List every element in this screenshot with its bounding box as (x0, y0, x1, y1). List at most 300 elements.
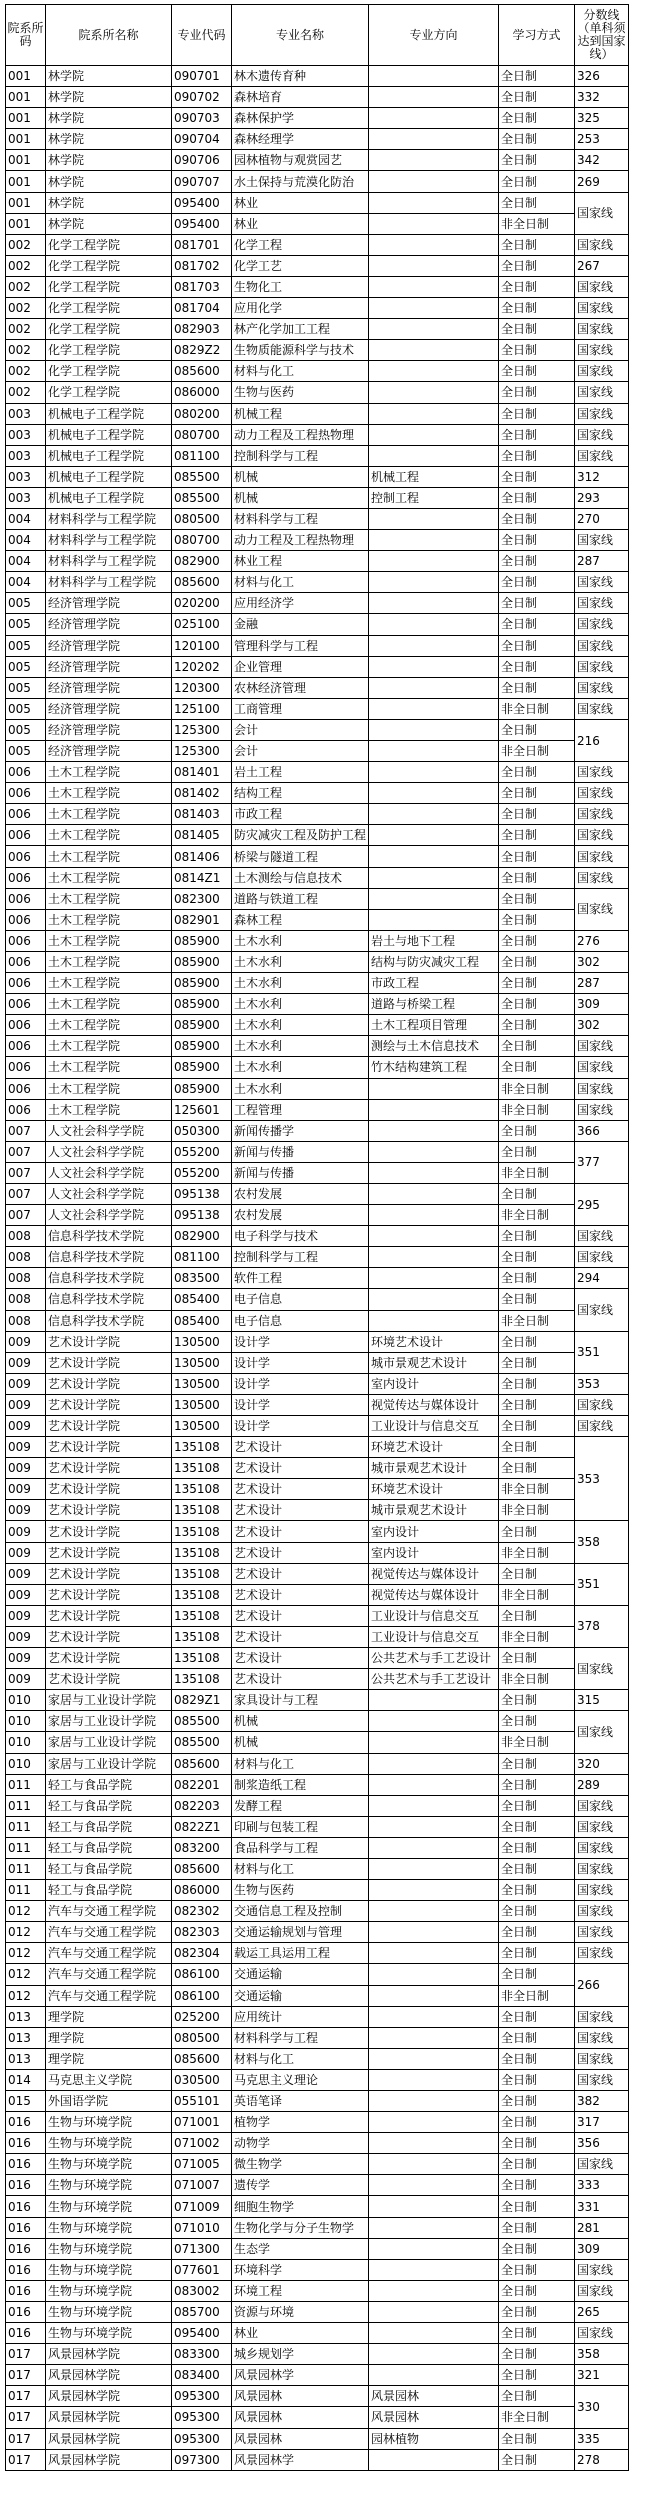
dept-name-cell: 经济管理学院 (46, 656, 172, 677)
major-name-cell: 动力工程及工程热物理 (232, 530, 369, 551)
dept-name-cell: 化学工程学院 (46, 382, 172, 403)
study-mode-cell: 全日制 (499, 508, 575, 529)
dept-code-cell: 003 (6, 403, 46, 424)
dept-code-cell: 008 (6, 1247, 46, 1268)
dept-code-cell: 002 (6, 298, 46, 319)
dept-name-cell: 家居与工业设计学院 (46, 1711, 172, 1732)
major-name-cell: 农村发展 (232, 1183, 369, 1204)
direction-cell (369, 1711, 499, 1732)
major-code-cell: 083200 (172, 1837, 232, 1858)
major-code-cell: 085600 (172, 1753, 232, 1774)
major-code-cell: 130500 (172, 1352, 232, 1373)
study-mode-cell: 全日制 (499, 2365, 575, 2386)
major-code-cell: 081403 (172, 804, 232, 825)
dept-name-cell: 汽车与交通工程学院 (46, 1943, 172, 1964)
major-name-cell: 林业 (232, 213, 369, 234)
major-name-cell: 岩土工程 (232, 762, 369, 783)
study-mode-cell: 全日制 (499, 66, 575, 87)
score-line-cell: 国家线 (575, 2280, 629, 2301)
dept-name-cell: 风景园林学院 (46, 2344, 172, 2365)
major-code-cell: 120100 (172, 635, 232, 656)
major-code-cell: 085900 (172, 951, 232, 972)
major-code-cell: 085900 (172, 1078, 232, 1099)
major-name-cell: 艺术设计 (232, 1626, 369, 1647)
dept-name-cell: 经济管理学院 (46, 677, 172, 698)
dept-name-cell: 生物与环境学院 (46, 2238, 172, 2259)
dept-name-cell: 汽车与交通工程学院 (46, 1985, 172, 2006)
table-row (6, 1542, 629, 1563)
dept-code-cell: 005 (6, 698, 46, 719)
major-name-cell: 设计学 (232, 1373, 369, 1394)
major-name-cell: 化学工艺 (232, 255, 369, 276)
direction-cell: 城市景观艺术设计 (369, 1352, 499, 1373)
table-row (6, 888, 629, 909)
major-code-cell: 135108 (172, 1521, 232, 1542)
study-mode-cell: 全日制 (499, 382, 575, 403)
table-row (6, 487, 629, 508)
direction-cell: 视觉传达与媒体设计 (369, 1394, 499, 1415)
dept-code-cell: 006 (6, 1078, 46, 1099)
study-mode-cell: 全日制 (499, 551, 575, 572)
direction-cell (369, 2112, 499, 2133)
study-mode-cell: 全日制 (499, 150, 575, 171)
dept-code-cell: 003 (6, 445, 46, 466)
major-name-cell: 艺术设计 (232, 1437, 369, 1458)
dept-code-cell: 017 (6, 2407, 46, 2428)
score-line-cell: 国家线 (575, 382, 629, 403)
table-row (6, 593, 629, 614)
direction-cell (369, 1162, 499, 1183)
direction-cell (369, 1141, 499, 1162)
major-name-cell: 风景园林学 (232, 2365, 369, 2386)
direction-cell (369, 298, 499, 319)
direction-cell (369, 150, 499, 171)
dept-code-cell: 001 (6, 108, 46, 129)
study-mode-cell: 全日制 (499, 2259, 575, 2280)
score-line-cell: 国家线 (575, 825, 629, 846)
direction-cell (369, 171, 499, 192)
study-mode-cell: 非全日制 (499, 2407, 575, 2428)
table-row (6, 2428, 629, 2449)
direction-cell: 控制工程 (369, 487, 499, 508)
table-row (6, 150, 629, 171)
direction-cell (369, 1985, 499, 2006)
study-mode-cell: 全日制 (499, 1015, 575, 1036)
score-line-cell: 国家线 (575, 2154, 629, 2175)
major-name-cell: 新闻传播学 (232, 1120, 369, 1141)
score-table (5, 4, 629, 2471)
dept-code-cell: 013 (6, 2048, 46, 2069)
major-name-cell: 水土保持与荒漠化防治 (232, 171, 369, 192)
dept-code-cell: 009 (6, 1563, 46, 1584)
dept-code-cell: 006 (6, 804, 46, 825)
score-line-cell: 国家线 (575, 1901, 629, 1922)
score-line-cell: 289 (575, 1774, 629, 1795)
dept-name-cell: 信息科学技术学院 (46, 1268, 172, 1289)
score-line-cell: 358 (575, 2344, 629, 2365)
direction-cell: 公共艺术与手工艺设计 (369, 1669, 499, 1690)
major-name-cell: 会计 (232, 719, 369, 740)
dept-name-cell: 材料科学与工程学院 (46, 508, 172, 529)
dept-code-cell: 003 (6, 487, 46, 508)
major-code-cell: 085900 (172, 1036, 232, 1057)
dept-name-cell: 家居与工业设计学院 (46, 1690, 172, 1711)
major-name-cell: 应用统计 (232, 2006, 369, 2027)
dept-code-cell: 011 (6, 1858, 46, 1879)
major-name-cell: 土木水利 (232, 930, 369, 951)
study-mode-cell: 全日制 (499, 2091, 575, 2112)
study-mode-cell: 全日制 (499, 1943, 575, 1964)
dept-name-cell: 经济管理学院 (46, 698, 172, 719)
table-row (6, 2027, 629, 2048)
direction-cell: 工业设计与信息交互 (369, 1416, 499, 1437)
dept-name-cell: 化学工程学院 (46, 255, 172, 276)
dept-name-cell: 土木工程学院 (46, 825, 172, 846)
table-row (6, 1500, 629, 1521)
direction-cell (369, 825, 499, 846)
dept-name-cell: 化学工程学院 (46, 361, 172, 382)
direction-cell (369, 783, 499, 804)
major-code-cell: 086100 (172, 1964, 232, 1985)
study-mode-cell: 全日制 (499, 2280, 575, 2301)
score-line-cell: 国家线 (575, 593, 629, 614)
major-name-cell: 机械 (232, 1711, 369, 1732)
direction-cell (369, 213, 499, 234)
major-name-cell: 控制科学与工程 (232, 1247, 369, 1268)
major-code-cell: 082900 (172, 551, 232, 572)
study-mode-cell: 全日制 (499, 1711, 575, 1732)
dept-code-cell: 011 (6, 1795, 46, 1816)
direction-cell (369, 593, 499, 614)
dept-code-cell: 009 (6, 1416, 46, 1437)
study-mode-cell: 全日制 (499, 930, 575, 951)
dept-name-cell: 机械电子工程学院 (46, 424, 172, 445)
table-row (6, 2344, 629, 2365)
dept-name-cell: 艺术设计学院 (46, 1437, 172, 1458)
dept-name-cell: 土木工程学院 (46, 1078, 172, 1099)
dept-code-cell: 016 (6, 2238, 46, 2259)
major-name-cell: 马克思主义理论 (232, 2069, 369, 2090)
score-line-cell: 国家线 (575, 1078, 629, 1099)
score-line-cell: 国家线 (575, 530, 629, 551)
major-code-cell: 086000 (172, 1880, 232, 1901)
major-code-cell: 080700 (172, 530, 232, 551)
direction-cell (369, 2259, 499, 2280)
table-row (6, 1669, 629, 1690)
study-mode-cell: 全日制 (499, 487, 575, 508)
major-code-cell: 085500 (172, 1711, 232, 1732)
major-code-cell: 081702 (172, 255, 232, 276)
study-mode-cell: 全日制 (499, 2386, 575, 2407)
table-row (6, 1331, 629, 1352)
table-row (6, 762, 629, 783)
major-name-cell: 桥梁与隧道工程 (232, 846, 369, 867)
major-name-cell: 艺术设计 (232, 1542, 369, 1563)
study-mode-cell: 全日制 (499, 2238, 575, 2259)
table-row (6, 1458, 629, 1479)
dept-name-cell: 生物与环境学院 (46, 2154, 172, 2175)
table-row (6, 466, 629, 487)
direction-cell (369, 234, 499, 255)
study-mode-cell: 全日制 (499, 867, 575, 888)
score-line-cell: 287 (575, 551, 629, 572)
table-row (6, 551, 629, 572)
score-line-cell: 335 (575, 2428, 629, 2449)
dept-code-cell: 012 (6, 1985, 46, 2006)
dept-name-cell: 土木工程学院 (46, 1015, 172, 1036)
table-row (6, 255, 629, 276)
major-name-cell: 材料与化工 (232, 2048, 369, 2069)
dept-name-cell: 土木工程学院 (46, 804, 172, 825)
dept-code-cell: 003 (6, 466, 46, 487)
table-row (6, 1626, 629, 1647)
major-name-cell: 交通运输 (232, 1985, 369, 2006)
study-mode-cell: 全日制 (499, 846, 575, 867)
dept-code-cell: 012 (6, 1901, 46, 1922)
dept-code-cell: 006 (6, 783, 46, 804)
major-code-cell: 080700 (172, 424, 232, 445)
score-line-cell: 321 (575, 2365, 629, 2386)
score-line-cell: 295 (575, 1183, 629, 1225)
major-code-cell: 125300 (172, 741, 232, 762)
direction-cell: 室内设计 (369, 1373, 499, 1394)
table-row (6, 2069, 629, 2090)
direction-cell (369, 2238, 499, 2259)
table-row (6, 1858, 629, 1879)
table-row (6, 572, 629, 593)
score-line-cell: 国家线 (575, 1036, 629, 1057)
dept-code-cell: 002 (6, 382, 46, 403)
major-code-cell: 135108 (172, 1626, 232, 1647)
study-mode-cell: 全日制 (499, 255, 575, 276)
major-name-cell: 机械 (232, 466, 369, 487)
study-mode-cell: 非全日制 (499, 741, 575, 762)
dept-name-cell: 土木工程学院 (46, 762, 172, 783)
dept-name-cell: 轻工与食品学院 (46, 1858, 172, 1879)
dept-name-cell: 汽车与交通工程学院 (46, 1922, 172, 1943)
major-code-cell: 095138 (172, 1205, 232, 1226)
dept-code-cell: 007 (6, 1183, 46, 1204)
dept-name-cell: 信息科学技术学院 (46, 1310, 172, 1331)
study-mode-cell: 全日制 (499, 192, 575, 213)
major-name-cell: 材料科学与工程 (232, 508, 369, 529)
study-mode-cell: 全日制 (499, 1774, 575, 1795)
dept-code-cell: 001 (6, 171, 46, 192)
major-code-cell: 085700 (172, 2301, 232, 2322)
dept-code-cell: 006 (6, 1057, 46, 1078)
major-code-cell: 085900 (172, 973, 232, 994)
dept-code-cell: 012 (6, 1943, 46, 1964)
direction-cell (369, 319, 499, 340)
study-mode-cell: 全日制 (499, 2449, 575, 2470)
major-name-cell: 动力工程及工程热物理 (232, 424, 369, 445)
major-code-cell: 095400 (172, 2323, 232, 2344)
score-line-cell: 309 (575, 2238, 629, 2259)
score-line-cell: 358 (575, 1521, 629, 1563)
direction-cell (369, 2133, 499, 2154)
table-row (6, 1268, 629, 1289)
table-row (6, 1120, 629, 1141)
dept-code-cell: 017 (6, 2344, 46, 2365)
dept-name-cell: 轻工与食品学院 (46, 1816, 172, 1837)
dept-code-cell: 001 (6, 87, 46, 108)
dept-code-cell: 006 (6, 1099, 46, 1120)
direction-cell (369, 2196, 499, 2217)
dept-code-cell: 001 (6, 66, 46, 87)
study-mode-cell: 非全日制 (499, 1732, 575, 1753)
dept-name-cell: 林学院 (46, 87, 172, 108)
dept-code-cell: 002 (6, 340, 46, 361)
dept-code-cell: 004 (6, 572, 46, 593)
direction-cell (369, 2069, 499, 2090)
header-dept-name: 院系所名称 (46, 5, 172, 66)
table-row (6, 2259, 629, 2280)
direction-cell (369, 1226, 499, 1247)
direction-cell (369, 2048, 499, 2069)
major-code-cell: 085600 (172, 1858, 232, 1879)
study-mode-cell: 全日制 (499, 994, 575, 1015)
dept-name-cell: 汽车与交通工程学院 (46, 1964, 172, 1985)
table-row (6, 719, 629, 740)
major-name-cell: 新闻与传播 (232, 1162, 369, 1183)
dept-code-cell: 008 (6, 1268, 46, 1289)
dept-code-cell: 001 (6, 129, 46, 150)
major-code-cell: 095300 (172, 2407, 232, 2428)
dept-code-cell: 009 (6, 1542, 46, 1563)
direction-cell (369, 2175, 499, 2196)
major-code-cell: 095400 (172, 213, 232, 234)
study-mode-cell: 非全日制 (499, 213, 575, 234)
table-row (6, 1099, 629, 1120)
major-name-cell: 园林植物与观赏园艺 (232, 150, 369, 171)
score-line-cell: 378 (575, 1605, 629, 1647)
major-name-cell: 英语笔译 (232, 2091, 369, 2112)
dept-code-cell: 005 (6, 656, 46, 677)
major-name-cell: 材料与化工 (232, 1858, 369, 1879)
study-mode-cell: 全日制 (499, 234, 575, 255)
study-mode-cell: 非全日制 (499, 1078, 575, 1099)
major-name-cell: 材料与化工 (232, 572, 369, 593)
major-name-cell: 土木水利 (232, 1036, 369, 1057)
direction-cell (369, 867, 499, 888)
major-name-cell: 发酵工程 (232, 1795, 369, 1816)
score-line-cell: 国家线 (575, 614, 629, 635)
major-name-cell: 动物学 (232, 2133, 369, 2154)
dept-name-cell: 艺术设计学院 (46, 1563, 172, 1584)
major-code-cell: 025100 (172, 614, 232, 635)
score-line-cell: 国家线 (575, 783, 629, 804)
study-mode-cell: 全日制 (499, 171, 575, 192)
dept-name-cell: 艺术设计学院 (46, 1416, 172, 1437)
score-line-cell: 342 (575, 150, 629, 171)
header-direction: 专业方向 (369, 5, 499, 66)
study-mode-cell: 非全日制 (499, 698, 575, 719)
dept-code-cell: 002 (6, 255, 46, 276)
direction-cell (369, 382, 499, 403)
table-row (6, 192, 629, 213)
dept-code-cell: 016 (6, 2280, 46, 2301)
study-mode-cell: 全日制 (499, 1648, 575, 1669)
major-name-cell: 材料科学与工程 (232, 2027, 369, 2048)
direction-cell (369, 1837, 499, 1858)
dept-name-cell: 材料科学与工程学院 (46, 572, 172, 593)
dept-code-cell: 006 (6, 846, 46, 867)
score-line-cell: 国家线 (575, 2069, 629, 2090)
score-line-cell: 281 (575, 2217, 629, 2238)
dept-name-cell: 土木工程学院 (46, 973, 172, 994)
dept-code-cell: 016 (6, 2112, 46, 2133)
table-row (6, 930, 629, 951)
major-name-cell: 新闻与传播 (232, 1141, 369, 1162)
major-name-cell: 植物学 (232, 2112, 369, 2133)
major-name-cell: 电子信息 (232, 1289, 369, 1310)
dept-name-cell: 信息科学技术学院 (46, 1226, 172, 1247)
score-line-cell: 332 (575, 87, 629, 108)
study-mode-cell: 全日制 (499, 1141, 575, 1162)
major-code-cell: 125601 (172, 1099, 232, 1120)
dept-name-cell: 艺术设计学院 (46, 1331, 172, 1352)
dept-code-cell: 009 (6, 1521, 46, 1542)
score-line-cell: 302 (575, 1015, 629, 1036)
direction-cell (369, 1183, 499, 1204)
dept-name-cell: 土木工程学院 (46, 994, 172, 1015)
major-code-cell: 055101 (172, 2091, 232, 2112)
header-dept-code: 院系所码 (6, 5, 46, 66)
dept-name-cell: 生物与环境学院 (46, 2259, 172, 2280)
table-row (6, 1078, 629, 1099)
dept-name-cell: 生物与环境学院 (46, 2280, 172, 2301)
score-line-cell: 216 (575, 719, 629, 761)
major-code-cell: 071001 (172, 2112, 232, 2133)
major-name-cell: 控制科学与工程 (232, 445, 369, 466)
dept-name-cell: 土木工程学院 (46, 909, 172, 930)
direction-cell: 测绘与土木信息技术 (369, 1036, 499, 1057)
study-mode-cell: 全日制 (499, 466, 575, 487)
major-name-cell: 生态学 (232, 2238, 369, 2259)
score-line-cell: 353 (575, 1437, 629, 1521)
study-mode-cell: 全日制 (499, 403, 575, 424)
dept-name-cell: 轻工与食品学院 (46, 1774, 172, 1795)
table-row (6, 909, 629, 930)
score-line-cell: 国家线 (575, 1289, 629, 1331)
study-mode-cell: 全日制 (499, 888, 575, 909)
direction-cell (369, 445, 499, 466)
major-code-cell: 020200 (172, 593, 232, 614)
major-code-cell: 082201 (172, 1774, 232, 1795)
study-mode-cell: 全日制 (499, 2006, 575, 2027)
major-code-cell: 135108 (172, 1458, 232, 1479)
direction-cell (369, 1247, 499, 1268)
direction-cell (369, 804, 499, 825)
major-code-cell: 0829Z2 (172, 340, 232, 361)
dept-name-cell: 艺术设计学院 (46, 1458, 172, 1479)
table-row (6, 319, 629, 340)
dept-code-cell: 016 (6, 2301, 46, 2322)
score-line-cell: 国家线 (575, 319, 629, 340)
major-code-cell: 085400 (172, 1289, 232, 1310)
dept-code-cell: 012 (6, 1922, 46, 1943)
table-row (6, 2280, 629, 2301)
direction-cell (369, 361, 499, 382)
score-line-cell: 266 (575, 1964, 629, 2006)
dept-code-cell: 011 (6, 1774, 46, 1795)
direction-cell: 岩土与地下工程 (369, 930, 499, 951)
dept-code-cell: 016 (6, 2196, 46, 2217)
score-line-cell: 国家线 (575, 361, 629, 382)
dept-code-cell: 014 (6, 2069, 46, 2090)
table-row (6, 2091, 629, 2112)
dept-name-cell: 生物与环境学院 (46, 2133, 172, 2154)
